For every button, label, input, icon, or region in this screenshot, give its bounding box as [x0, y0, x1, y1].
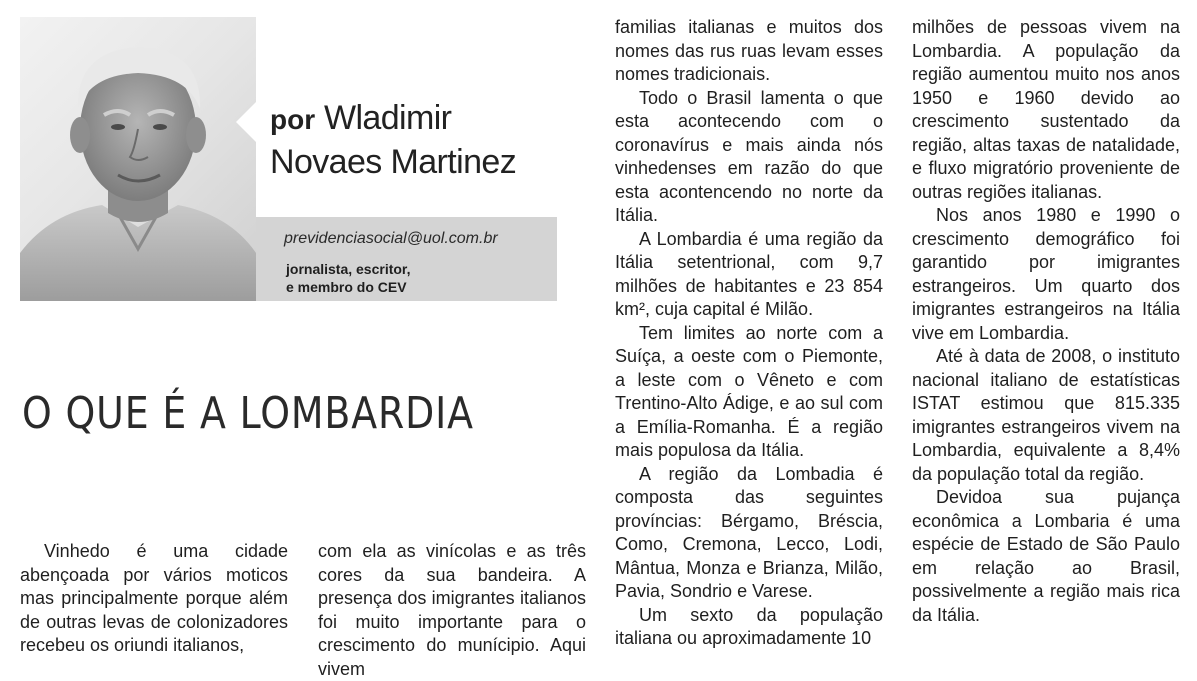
photo-pointer-notch	[236, 96, 262, 148]
paragraph: Nos anos 1980 e 1990 o crescimento demográfico foi garantido por imigrantes estrangeiros. Um quarto dos imigrantes estrangeiros na Itália vive em Lombardia.	[912, 205, 1180, 343]
author-name-line1: Wladimir	[323, 99, 452, 137]
article-column-2	[318, 540, 586, 681]
paragraph: familias italianas e muitos dos nomes das rus ruas levam esses nomes tradicionais.	[615, 17, 883, 84]
paragraph: Um sexto da população italiana ou aproximadamente 10	[615, 604, 883, 648]
paragraph: Todo o Brasil lamenta o que esta acontecendo com o coronavírus e mais ainda nós vinhedenses em razão do que esta acontencendo no norte da Itália.	[615, 87, 883, 225]
author-photo	[20, 17, 256, 301]
author-email[interactable]: previdenciasocial@uol.com.br	[284, 230, 498, 247]
paragraph: Devidoa sua pujança econômica a Lombaria é uma espécie de Estado de São Paulo em relação ao Brasil, possivelmente a região mais rica da Itália.	[912, 487, 1180, 625]
byline-prefix: por	[270, 104, 316, 135]
article-column-4	[912, 16, 1180, 627]
author-credentials	[286, 260, 411, 296]
credentials-line2: e membro do CEV	[286, 279, 407, 295]
paragraph: Tem limites ao norte com a Suíça, a oeste com o Piemonte, a leste com o Vêneto e com Trentino-Alto Ádige, e ao sul com a Emília-Romanha. É a região mais populosa da Itália.	[615, 322, 883, 460]
author-byline	[270, 97, 560, 183]
paragraph: A Lombardia é uma região da Itália setentrional, com 9,7 milhões de habitantes e 23 854 km², cuja capital é Milão.	[615, 228, 883, 319]
author-portrait-icon	[20, 17, 256, 301]
paragraph: milhões de pessoas vivem na Lombardia. A população da região aumentou muito nos anos 1950 e 1960 devido ao crescimento sustentado da região, altas taxas de natalidade, e fluxo migratório proveniente de outras regiões italianas.	[912, 17, 1180, 202]
paragraph: Vinhedo é uma cidade abençoada por vários moticos mas principalmente porque além de outras levas de colonizadores recebeu os oriundi italianos,	[20, 541, 288, 655]
paragraph: Até à data de 2008, o instituto nacional italiano de estatísticas ISTAT estimou que 815.335 imigrantes estrangeiros vivem na Lombardia, equivalente a 8,4% da população total da região.	[912, 346, 1180, 484]
credentials-line1: jornalista, escritor,	[286, 261, 411, 277]
paragraph: com ela as vinícolas e as três cores da sua bandeira. A presença dos imigrantes italianos foi muito importante para o crescimento do munícipio. Aqui vivem	[318, 541, 586, 679]
paragraph: A região da Lombadia é composta das seguintes províncias: Bérgamo, Bréscia, Como, Cremona, Lecco, Lodi, Mântua, Monza e Brianza, Milão, Pavia, Sondrio e Varese.	[615, 463, 883, 601]
author-name-line2: Novaes Martinez	[270, 143, 517, 181]
article-headline: O QUE É A LOMBARDIA	[22, 388, 474, 439]
article-column-1	[20, 540, 288, 658]
article-column-3	[615, 16, 883, 651]
